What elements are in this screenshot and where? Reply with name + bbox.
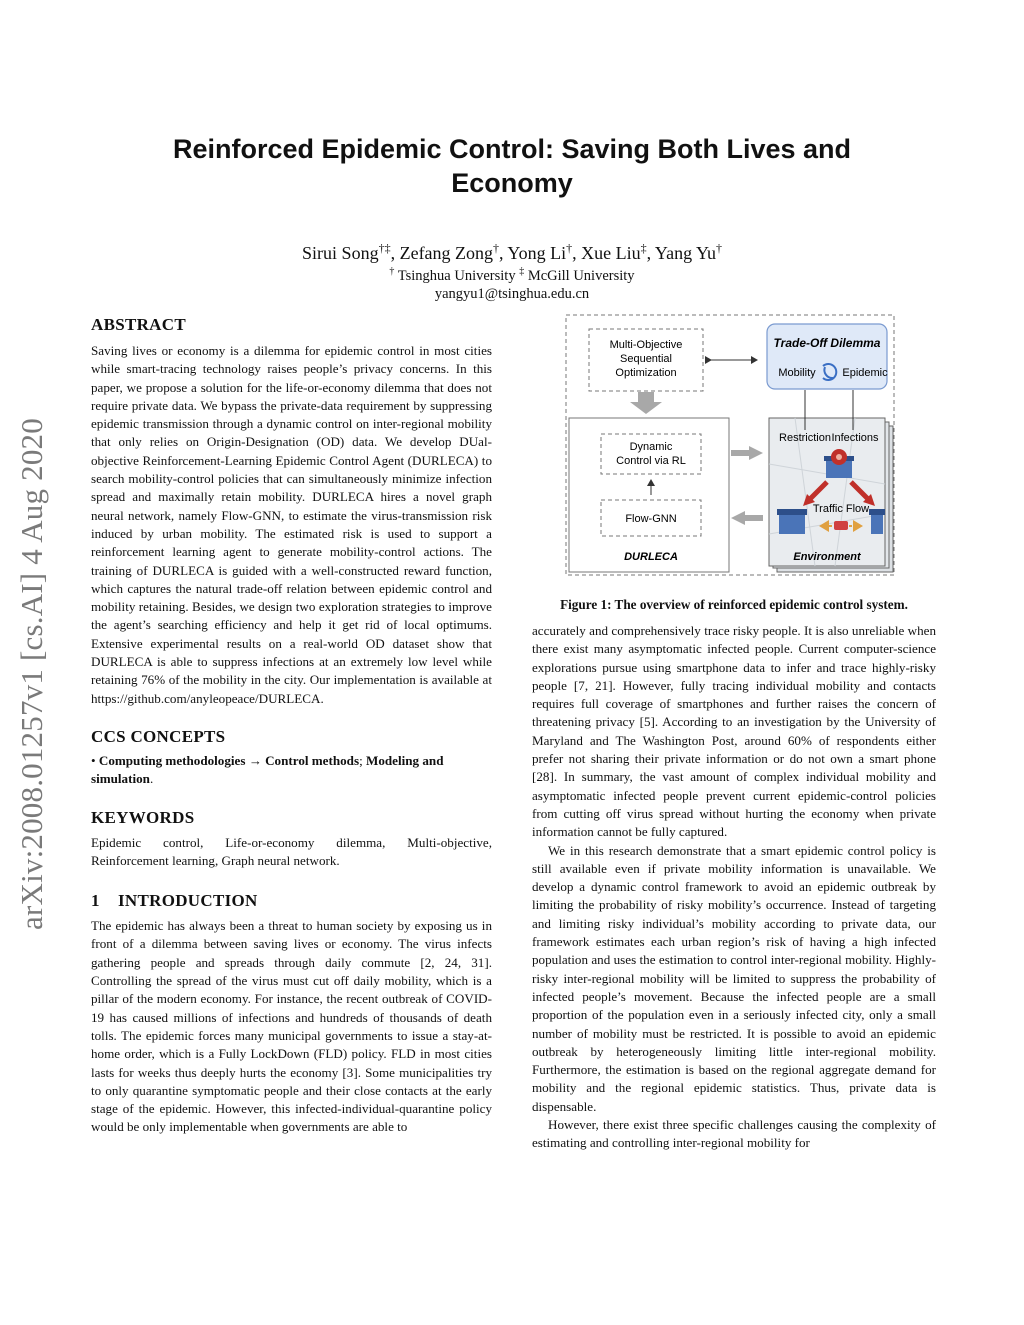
ccs-item: Computing methodologies: [98, 752, 246, 768]
figure-1: [565, 314, 895, 576]
ccs-item: Control methods: [265, 752, 360, 768]
author-list: Sirui Song†‡, Zefang Zong†, Yong Li†, Xue Liu‡, Yang Yu†: [302, 241, 722, 263]
environment-label: Environment: [793, 551, 861, 563]
author-name: Zefang Zong: [399, 243, 494, 263]
epidemic-label: Epidemic: [842, 367, 888, 379]
durleca-label: DURLECA: [624, 551, 678, 563]
keywords-text: Epidemic control, Life-or-economy dilemma, Multi-objective, Reinforcement learning, Graph neural network.: [91, 834, 492, 868]
keywords-heading: KEYWORDS: [91, 807, 195, 827]
system-overview-diagram: [565, 314, 895, 576]
affiliations: [160, 262, 864, 286]
author-affiliation-mark: ‡: [640, 241, 647, 255]
gray-arrow-left: [731, 511, 763, 525]
ccs-item: Modeling and simulation: [91, 752, 444, 787]
moo-label: Optimization: [615, 367, 677, 379]
contact-email: yangyu1@tsinghua.edu.cn: [434, 286, 590, 302]
author-name: Yong Li: [507, 243, 567, 263]
store-building-icon: [777, 509, 807, 534]
intro-paragraph: The epidemic has always been a threat to human society by exposing us in front of a dilemma between saving lives or economy. The virus infects gathering people and spreads through daily commute [2, 24, 31]. Controlling the spread of the virus must cut off daily mobility, which is a pillar of the modern economy. For instance, the recent outbreak of COVID-19 has caused millions of infections and hundreds of thousands of death tolls. The epidemic forces many municipal governments to issue a stay-at-home order, which is a Fully LockDown (FLD) policy. FLD in most cities lasts for weeks thus deeply hurts the economy [3]. Some municipalities try to only quarantine symptomatic people and their close contacts at the early stage of the epidemic. However, this infected-individual-quarantine policy would be only implementable when governments are able to: [91, 918, 492, 1135]
ccs-concepts: [91, 752, 492, 789]
abstract-heading: ABSTRACT: [91, 315, 186, 334]
ccs-separator: ;: [359, 752, 366, 768]
store-building-icon: [869, 509, 885, 534]
restriction-label: Restriction: [779, 432, 831, 444]
intro-paragraph: accurately and comprehensively trace risky people. It is also unreliable when there exist many asymptomatic infected people. Current computer-science explorations pursue using smartphone data to infer and trace highly-risky people [7, 21]. However, fully tracing individual mobility and contacts requires full coverage of smartphones and further raises the concern of threatening privacy [5]. According to an investigation by the University of Maryland and The Washington Post, around 60% of respondents either prefer not sharing their private information or do not own a smart phone [28]. In summary, the vast amount of complex individual mobility and asymptomatic infected people prevent current epidemic-control policies from cutting off virus spread without hurting the economy when private information cannot be fully captured.: [532, 623, 936, 840]
traffic-flow-label: Traffic Flow: [812, 503, 870, 515]
paper-title: Reinforced Epidemic Control: Saving Both Lives and Economy: [172, 134, 852, 198]
ccs-end: .: [149, 771, 154, 787]
ccs-bullet: •: [91, 752, 99, 768]
author-affiliation-mark: †: [493, 241, 500, 255]
left-column: [91, 314, 492, 1137]
gray-arrow-right: [731, 446, 763, 460]
moo-label: Multi-Objective: [609, 339, 683, 351]
affiliation-name: McGill University: [524, 267, 635, 284]
ccs-arrow: →: [245, 752, 266, 768]
infections-label: Infections: [831, 432, 879, 444]
dilemma-title: Trade-Off Dilemma: [773, 336, 881, 350]
flow-gnn-label: Flow-GNN: [625, 513, 677, 525]
author-affiliation-mark: †: [566, 241, 573, 255]
affiliation-name: Tsinghua University: [394, 267, 520, 284]
dynamic-control-box: [601, 434, 701, 474]
ccs-heading: CCS CONCEPTS: [91, 726, 226, 746]
introduction-heading: 1 INTRODUCTION: [91, 891, 258, 911]
mobility-label: Mobility: [778, 367, 816, 379]
intro-paragraph: However, there exist three specific challenges causing the complexity of estimating and controlling inter-regional mobility for: [532, 1117, 936, 1151]
author-name: Sirui Song: [302, 243, 379, 263]
affiliation-mark: †: [389, 266, 395, 277]
gray-down-arrow: [630, 392, 662, 414]
author-affiliation-mark: †‡: [378, 241, 391, 255]
intro-paragraph: We in this research demonstrate that a smart epidemic control policy is still available even if private mobility information is unavailable. We develop a dynamic control framework to avoid an epidemic outbreak by limiting the probability of risky mobility’s occurrence. Instead of targeting and limiting risky individual’s mobility according to private data, our framework estimates each urban region’s risk of having a high infected population and uses the estimation to control inter-regional mobility. Highly-risky inter-regional mobility will be limited to suppress the probability of infected people’s movement. Because the infected people are a small proportion of the population even in a seriously infected city, only a small number of mobility must be restricted. It is possible to avoid an epidemic outbreak by heterogeneously limiting little inter-regional mobility. Furthermore, the estimation is based on the regional aggregate demand for mobility and the regional epidemic statistics. Thus, private data is dispensable.: [532, 842, 936, 1114]
arxiv-identifier: arXiv:2008.01257v1 [cs.AI] 4 Aug 2020: [14, 418, 49, 930]
figure-caption: Figure 1: The overview of reinforced epidemic control system.: [560, 597, 908, 612]
author-name: Yang Yu: [654, 243, 716, 263]
dynamic-label: Control via RL: [616, 455, 686, 467]
dynamic-label: Dynamic: [629, 441, 673, 453]
abstract-text: Saving lives or economy is a dilemma for epidemic control in most cities while smart-tracing technology raises people’s privacy concerns. In this paper, we propose a solution for the life-or-economy dilemma that does not require private data. We bypass the private-data requirement by suppressing epidemic transmission through a dynamic control on inter-regional mobility that only relies on Origin-Designation (OD) data. We develop DUal-objective Reinforcement-Learning Epidemic Control Agent (DURLECA) to search mobility-control policies that can simultaneously minimize infection spread and maximally retain mobility. DURLECA hires a novel graph neural network, namely Flow-GNN, to estimate the virus-transmission risk induced by urban mobility. The estimated risk is used to support a reinforcement learning agent to generate mobility-control actions. The training of DURLECA is guided with a well-constructed reward function, which captures the natural trade-off relation between epidemic control and mobility retaining. Besides, we design two exploration strategies to improve the agent’s searching efficiency and help it get rid of local optimums. Extensive experimental results on a real-world OD dataset show that DURLECA is able to suppress infections at an extremely low level while retaining 76% of the mobility in the city. Our implementation is available at https://github.com/anyleopeace/DURLECA.: [91, 343, 492, 706]
author-affiliation-mark: †: [715, 241, 722, 255]
affiliation-mark: ‡: [519, 266, 525, 277]
right-column: [532, 314, 936, 1153]
author-name: Xue Liu: [581, 243, 641, 263]
moo-label: Sequential: [620, 353, 672, 365]
